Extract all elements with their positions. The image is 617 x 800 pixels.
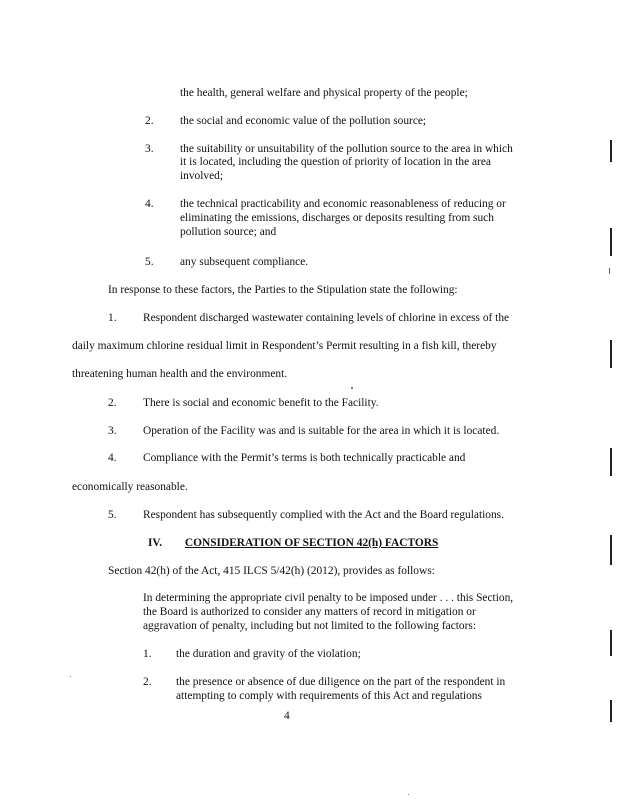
margin-change-bar xyxy=(610,340,612,368)
response-1-first-line: Respondent discharged wastewater containing levels of chlorine in excess of the xyxy=(143,312,510,324)
response-2-text: There is social and economic benefit to the Facility. xyxy=(143,397,379,409)
section-numeral: IV. xyxy=(148,537,163,549)
section-title: CONSIDERATION OF SECTION 42(h) FACTORS xyxy=(184,537,439,549)
response-1-line-2: daily maximum chlorine residual limit in Respondent’s Permit resulting in a fish kill, thereby xyxy=(72,340,497,352)
factor-item-5-text: any subsequent compliance. xyxy=(180,256,309,268)
section-intro: Section 42(h) of the Act, 415 ILCS 5/42(h) (2012), provides as follows: xyxy=(108,565,435,577)
response-3-number: 3. xyxy=(108,425,117,437)
penalty-factor-2-line-1: the presence or absence of due diligence on the part of the respondent in xyxy=(176,676,506,688)
response-4-line-2: economically reasonable. xyxy=(72,481,188,493)
response-4-first-line: Compliance with the Permit’s terms is both technically practicable and xyxy=(143,452,466,464)
factor-item-3-line-1: the suitability or unsuitability of the pollution source to the area in which xyxy=(180,143,513,155)
factor-item-4-number: 4. xyxy=(145,198,154,210)
response-4-number: 4. xyxy=(108,452,117,464)
margin-change-bar xyxy=(610,448,612,476)
margin-change-bar xyxy=(610,700,612,722)
factor-item-2-number: 2. xyxy=(145,115,154,127)
response-5-text: Respondent has subsequently complied with the Act and the Board regulations. xyxy=(143,509,504,521)
page-number: 4 xyxy=(284,710,290,722)
block-quote-line-2: the Board is authorized to consider any matters of record in mitigation or xyxy=(143,606,476,618)
factor-item-3-line-3: involved; xyxy=(180,170,224,182)
response-1-line-3: threatening human health and the environment. xyxy=(72,368,288,380)
factor-item-4-line-1: the technical practicability and economic reasonableness of reducing or xyxy=(180,198,506,210)
factor-item-5-number: 5. xyxy=(145,256,154,268)
margin-change-bar xyxy=(610,535,612,565)
response-1-number: 1. xyxy=(108,312,117,324)
response-3-text: Operation of the Facility was and is suitable for the area in which it is located. xyxy=(143,425,500,437)
factor-item-2-text: the social and economic value of the pollution source; xyxy=(180,115,427,127)
penalty-factor-2-line-2: attempting to comply with requirements of this Act and regulations xyxy=(176,690,482,702)
factor-item-4-line-2: eliminating the emissions, discharges or deposits resulting from such xyxy=(180,212,494,224)
factor-item-3-number: 3. xyxy=(145,143,154,155)
scan-speck xyxy=(408,794,409,795)
scan-speck xyxy=(70,676,71,677)
factor-item-3-line-2: it is located, including the question of priority of location in the area xyxy=(180,156,491,168)
factor-item-1-text: the health, general welfare and physical property of the people; xyxy=(180,87,468,99)
block-quote-line-1: In determining the appropriate civil penalty to be imposed under . . . this Section, xyxy=(143,592,514,604)
block-quote-line-3: aggravation of penalty, including but not limited to the following factors: xyxy=(143,620,476,632)
scan-speck xyxy=(609,268,610,274)
response-5-number: 5. xyxy=(108,509,117,521)
response-2-number: 2. xyxy=(108,397,117,409)
factor-item-4-line-3: pollution source; and xyxy=(180,226,277,238)
margin-change-bar xyxy=(610,140,612,162)
penalty-factor-1-number: 1. xyxy=(143,648,152,660)
section-heading xyxy=(148,537,438,549)
scan-speck xyxy=(351,387,353,389)
margin-change-bar xyxy=(610,228,612,256)
penalty-factor-1-text: the duration and gravity of the violation; xyxy=(176,648,361,660)
penalty-factor-2-number: 2. xyxy=(143,676,152,688)
margin-change-bar xyxy=(610,630,612,656)
response-intro: In response to these factors, the Parties to the Stipulation state the following: xyxy=(108,284,458,296)
